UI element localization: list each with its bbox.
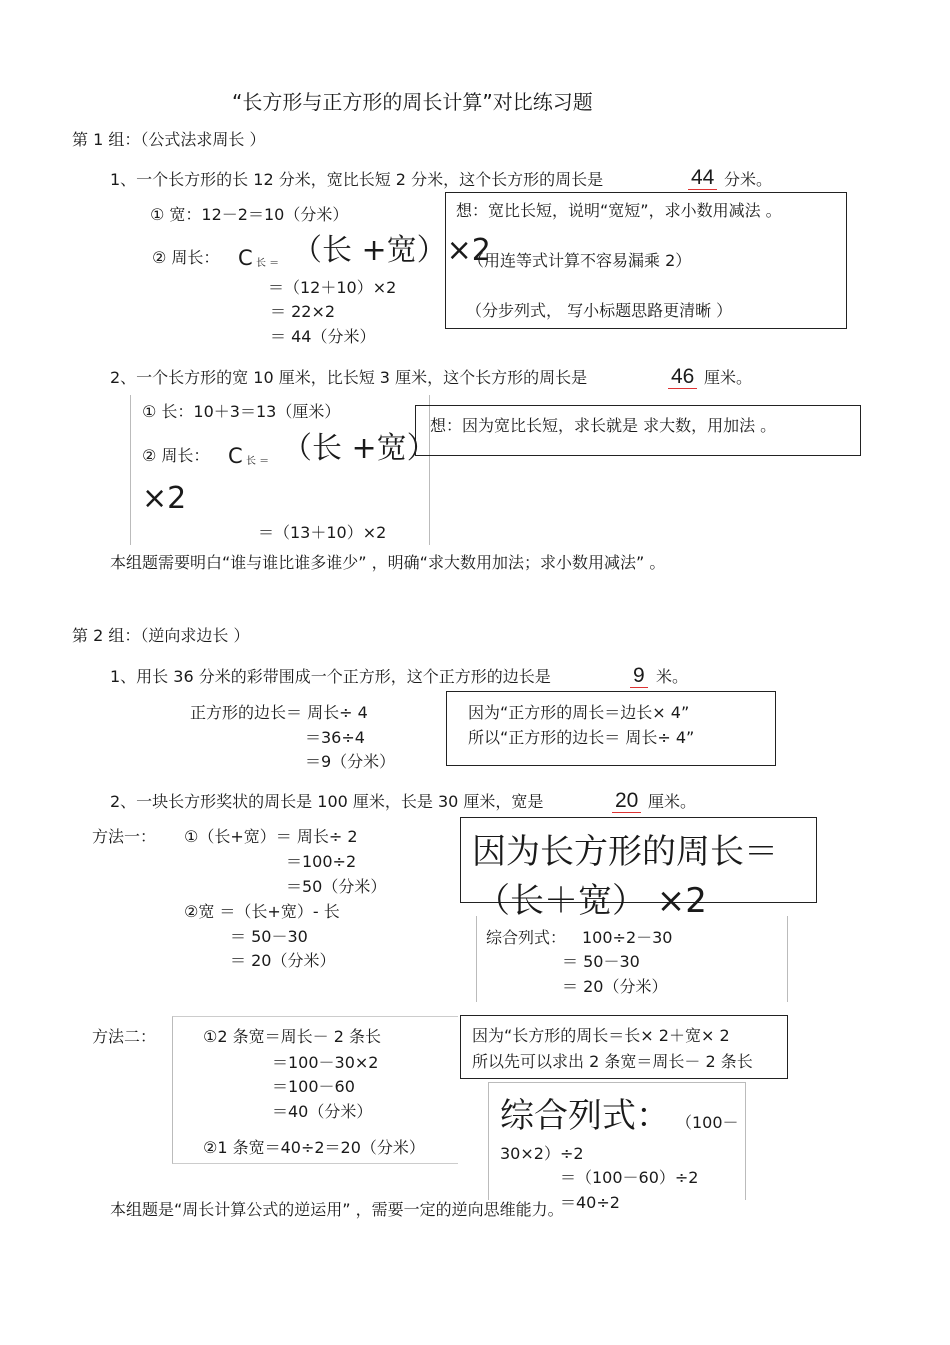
g2-m1-l1: ①（长+宽）＝ 周长÷ 2	[184, 827, 358, 846]
g1-q2-note: 想：因为宽比长短，求长就是 求大数，用加法 。	[430, 416, 777, 435]
g1-q1-note3: （分步列式， 写小标题思路更清晰 ）	[466, 301, 733, 320]
g2-combo1-l2: ＝ 50－30	[562, 952, 640, 971]
g1-q2-question: 2、一个长方形的宽 10 厘米，比长短 3 厘米，这个长方形的周长是	[110, 368, 588, 387]
g2-q2-big-note1: 因为长方形的周长＝	[472, 832, 778, 872]
g2-q1-note2: 所以“正方形的边长＝ 周长÷ 4”	[468, 728, 695, 747]
g2-m1-l5: ＝ 50－30	[230, 927, 308, 946]
g1-q1-question: 1、一个长方形的长 12 分米，宽比长短 2 分米，这个长方形的周长是	[110, 170, 604, 189]
g2-m2-l4: ＝40（分米）	[272, 1102, 373, 1121]
g2-m1-l4: ②宽 ＝（长+宽）- 长	[184, 902, 340, 921]
g2-combo2-a: （100－	[676, 1113, 739, 1132]
g1-q2-step2-label: ② 周长：	[142, 446, 210, 465]
g2-q1-answer: 9	[630, 665, 648, 688]
g2-combo1-l1: 100÷2－30	[582, 928, 673, 947]
g2-m1-label: 方法一：	[92, 827, 157, 846]
g1-q1-note1: 想：宽比长短，说明“宽短”，求小数用减法 。	[456, 201, 782, 220]
g2-q1-line1: 正方形的边长＝ 周长÷ 4	[190, 703, 368, 722]
g2-m1-l2: ＝100÷2	[286, 852, 357, 871]
g1-q2-line1: ＝（13＋10）×2	[258, 523, 387, 542]
g2-m2-label: 方法二：	[92, 1027, 157, 1046]
g2-q2-answer: 20	[612, 790, 641, 813]
g2-q2-unit: 厘米。	[648, 792, 697, 811]
g2-combo2-big: 综合列式：	[500, 1096, 670, 1136]
g2-m2-note2: 所以先可以求出 2 条宽＝周长－ 2 条长	[472, 1052, 753, 1071]
g2-m2-l3: ＝100－60	[272, 1077, 355, 1096]
g2-m2-note1: 因为“长方形的周长＝长× 2＋宽× 2	[472, 1026, 730, 1045]
g2-q1-question: 1、用长 36 分米的彩带围成一个正方形，这个正方形的边长是	[110, 667, 551, 686]
g1-q2-step1: ① 长：10＋3＝13（厘米）	[142, 402, 341, 421]
g2-m1-l3: ＝50（分米）	[286, 877, 387, 896]
g1-q1-c-sub: 长 ＝	[256, 258, 280, 269]
g2-q1-note1: 因为“正方形的周长＝边长× 4”	[468, 703, 690, 722]
g2-q1-unit: 米。	[656, 667, 689, 686]
g2-combo1-label: 综合列式：	[486, 928, 567, 947]
g2-m1-l6: ＝ 20（分米）	[230, 951, 336, 970]
g1-q1-step2-label: ② 周长：	[152, 248, 220, 267]
g1-q1-answer: 44	[688, 167, 717, 190]
g1-q2-c-sub: 长 ＝	[246, 456, 270, 467]
g2-m2-l1: ①2 条宽＝周长－ 2 条长	[203, 1027, 381, 1046]
g1-q1-line3: ＝ 44（分米）	[270, 327, 376, 346]
g2-combo1-l3: ＝ 20（分米）	[562, 977, 668, 996]
g2-combo2-d: ＝40÷2	[560, 1193, 620, 1212]
g2-m2-l2: ＝100－30×2	[272, 1053, 379, 1072]
g1-q2-formula-x2: ×2	[142, 481, 187, 516]
g1-q1-line2: ＝ 22×2	[270, 302, 336, 321]
group1-heading: 第 1 组：（公式法求周长 ）	[72, 130, 266, 149]
g2-q2-big-note2: （长＋宽） ×2	[476, 881, 707, 921]
g1-q1-formula: （长 +宽）×2	[292, 233, 491, 268]
g1-q1-line1: ＝（12＋10）×2	[268, 278, 397, 297]
page-title: “长方形与正方形的周长计算”对比练习题	[232, 90, 593, 114]
g1-q1-unit: 分米。	[724, 170, 773, 189]
g2-q2-question: 2、一块长方形奖状的周长是 100 厘米，长是 30 厘米，宽是	[110, 792, 544, 811]
g2-summary: 本组题是“周长计算公式的逆运用” ，需要一定的逆向思维能力。	[110, 1200, 564, 1219]
g1-q2-unit: 厘米。	[704, 368, 753, 387]
g1-summary: 本组题需要明白“谁与谁比谁多谁少” ，明确“求大数用加法；求小数用减法” 。	[110, 553, 666, 572]
g2-m2-l5: ②1 条宽＝40÷2＝20（分米）	[203, 1138, 425, 1157]
g1-q2-answer: 46	[668, 366, 697, 389]
g1-q2-c-symbol: C	[228, 444, 243, 468]
g1-q2-formula: （长 +宽）	[282, 431, 437, 466]
g1-q1-step1: ① 宽：12－2＝10（分米）	[150, 205, 349, 224]
g2-combo2-b: 30×2）÷2	[500, 1144, 584, 1163]
g2-combo2-c: ＝（100－60）÷2	[560, 1168, 699, 1187]
group2-heading: 第 2 组：（逆向求边长 ）	[72, 626, 250, 645]
g1-q1-note2: （用连等式计算不容易漏乘 2）	[468, 251, 692, 270]
g2-q1-line3: ＝9（分米）	[305, 752, 396, 771]
g2-q1-line2: ＝36÷4	[305, 728, 365, 747]
g1-q1-c-symbol: C	[238, 246, 253, 270]
